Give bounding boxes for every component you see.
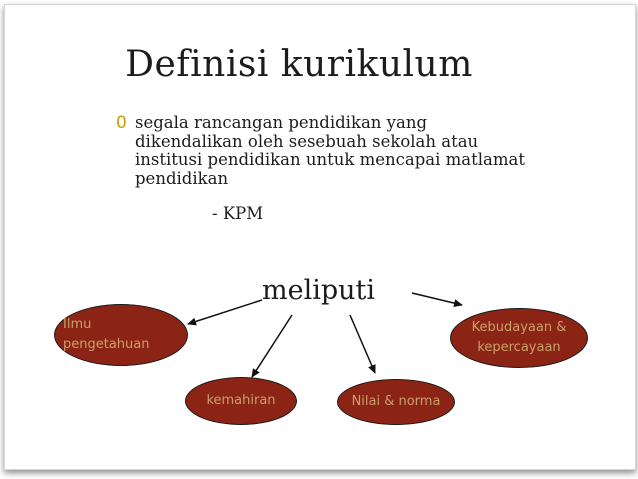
arrow-to-nilai — [350, 315, 375, 373]
node-label: pengetahuan — [63, 337, 150, 352]
node-label: Ilmu — [63, 317, 92, 332]
node-label: kemahiran — [206, 393, 276, 408]
arrow-to-kebudayaan — [412, 293, 462, 305]
source-attribution: - KPM — [212, 204, 264, 223]
node-nilai-norma — [337, 379, 455, 425]
node-label: Nilai & norma — [351, 394, 441, 409]
node-ilmu-pengetahuan — [54, 304, 188, 366]
bullet-marker: 0 — [116, 113, 127, 133]
node-label: Kebudayaan & — [471, 320, 567, 335]
bullet-text: segala rancangan pendidikan yang dikendalikan oleh sesebuah sekolah atau institusi pendidikan untuk mencapai matlamat pendidikan — [135, 113, 525, 188]
arrow-to-kemahiran — [252, 315, 292, 377]
arrow-to-ilmu — [188, 300, 262, 324]
node-kemahiran — [185, 377, 297, 425]
node-kebudayaan-kepercayaan — [450, 308, 588, 368]
slide-title: Definisi kurikulum — [125, 44, 473, 85]
center-word: meliputi — [262, 275, 376, 306]
node-label: kepercayaan — [477, 340, 561, 355]
